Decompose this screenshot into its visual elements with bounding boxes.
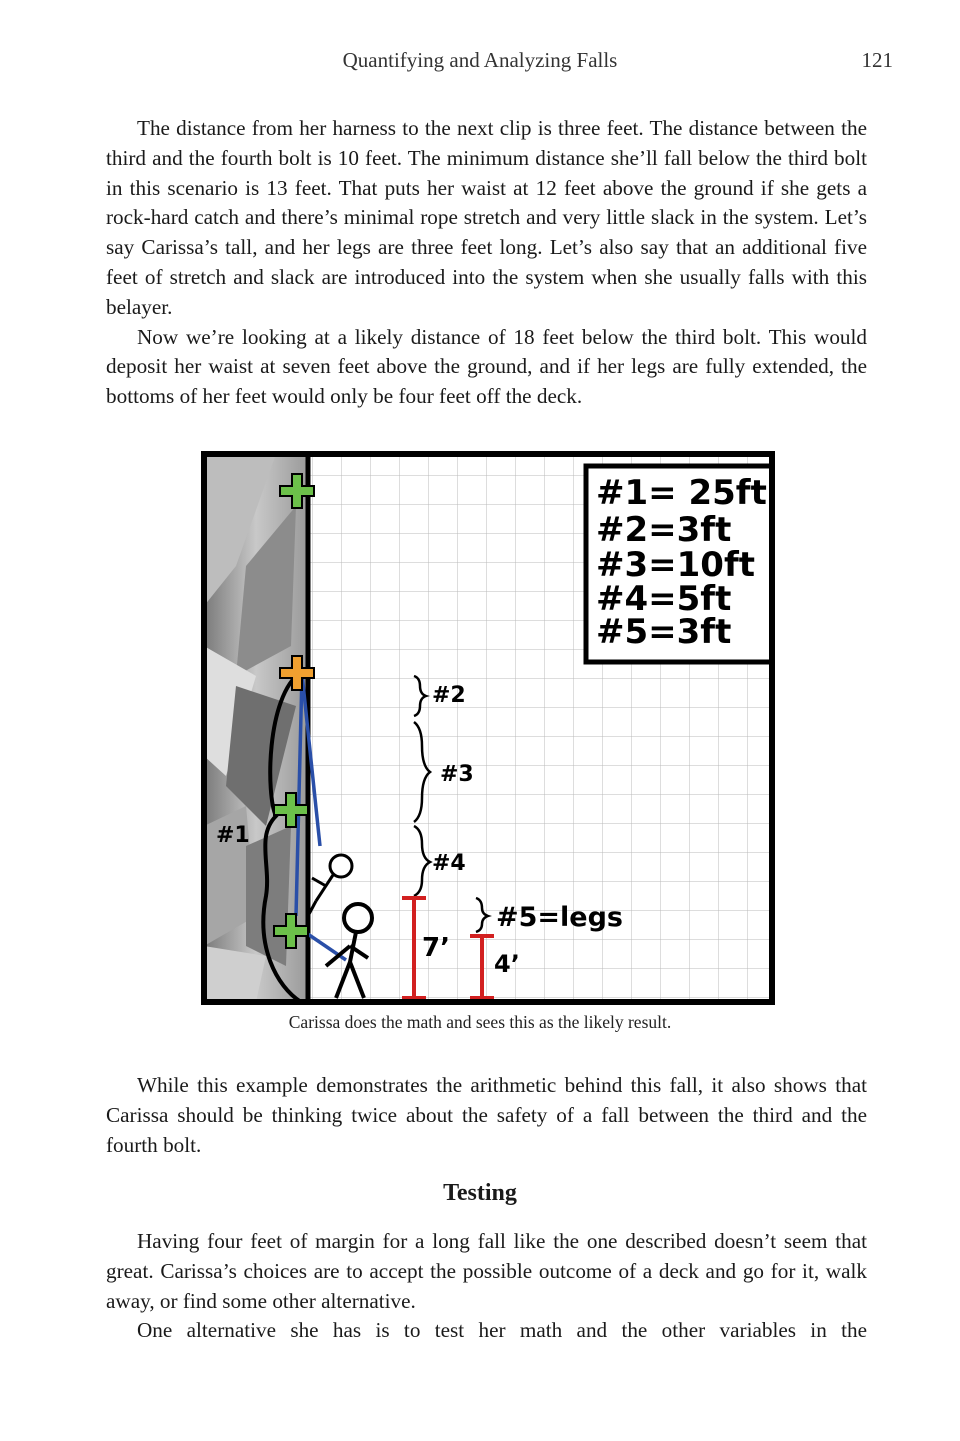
body-text-bottom bbox=[106, 1227, 867, 1346]
fall-diagram bbox=[196, 446, 780, 1012]
legend-item: #4=5ft bbox=[596, 579, 732, 619]
legend-item: #5=3ft bbox=[596, 612, 732, 652]
running-header bbox=[0, 48, 960, 76]
label-four-ft: 4’ bbox=[494, 950, 520, 978]
label-two: #2 bbox=[432, 683, 466, 708]
paragraph: The distance from her harness to the next clip is three feet. The distance between the third and the fourth bolt is 10 feet. The minimum distance she’ll fall below the third bolt in this scenario is 13 feet. That puts her waist at 12 feet above the ground if she gets a rock-hard catch and there’s minimal rope stretch and very little slack in the system. Let’s say Carissa’s tall, and her legs are three feet long. Let’s also say that an additional five feet of stretch and slack are introduced into the system when she usually falls with this belayer. bbox=[106, 116, 867, 319]
label-three: #3 bbox=[440, 762, 474, 787]
legend-item: #2=3ft bbox=[596, 510, 732, 550]
paragraph: One alternative she has is to test her math and the other variables in the bbox=[137, 1318, 867, 1343]
paragraph: Having four feet of margin for a long fall like the one described doesn’t seem that great. Carissa’s choices are to accept the possible outcome of a deck and go for it, walk away, or find some other alternative. bbox=[106, 1229, 867, 1313]
legend-box bbox=[586, 466, 772, 662]
section-heading: Testing bbox=[443, 1180, 517, 1206]
label-one: #1 bbox=[216, 823, 250, 848]
label-five: #5=legs bbox=[496, 902, 623, 933]
body-text-top bbox=[106, 114, 867, 412]
figure-caption: Carissa does the math and sees this as the likely result. bbox=[288, 1012, 672, 1032]
label-four: #4 bbox=[432, 851, 466, 876]
running-title: Quantifying and Analyzing Falls bbox=[342, 48, 618, 72]
legend-item: #3=10ft bbox=[596, 545, 755, 585]
paragraph: Now we’re looking at a likely distance of 18 feet below the third bolt. This would deposit her waist at seven feet above the ground, and if her legs are fully extended, the bottoms of her feet would only be four feet off the deck. bbox=[106, 324, 867, 409]
fall-diagram-svg bbox=[196, 446, 780, 1012]
page-number: 121 bbox=[861, 48, 893, 72]
label-seven-ft: 7’ bbox=[422, 933, 450, 963]
paragraph: While this example demonstrates the arithmetic behind this fall, it also shows that Carissa should be thinking twice about the safety of a fall between the third and the fourth bolt. bbox=[106, 1073, 867, 1157]
body-text-middle bbox=[106, 1071, 867, 1160]
legend-item: #1= 25ft bbox=[596, 473, 767, 513]
